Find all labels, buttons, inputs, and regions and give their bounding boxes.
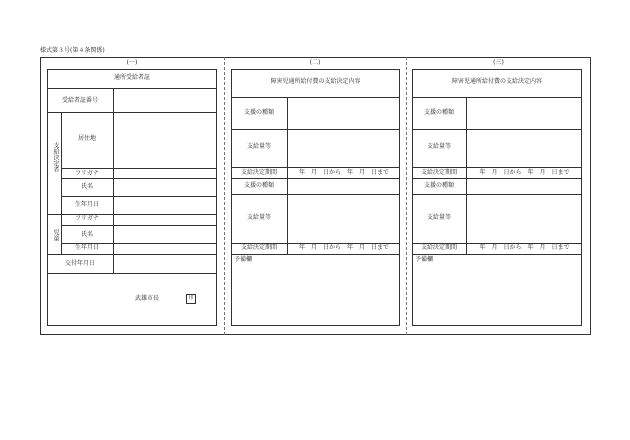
panel-2-amount-1: 支給量等 xyxy=(246,143,271,150)
child-name-field[interactable] xyxy=(114,226,216,242)
panel-1-number: (一) xyxy=(126,59,138,66)
address-label: 居住地 xyxy=(77,135,96,142)
panel-separator-1 xyxy=(224,57,225,335)
panel-3-support-type-1: 支援の種類 xyxy=(423,109,454,116)
child-group-label: 児童 xyxy=(52,229,59,241)
panel-2-amount-1-field[interactable] xyxy=(288,130,399,166)
panel-3-remarks-field[interactable] xyxy=(413,264,581,325)
panel-3-amount-2-field[interactable] xyxy=(467,195,581,242)
panel-3-period-value-2[interactable]: 年 月 日から 年 月 日まで xyxy=(479,244,570,251)
child-name-label: 氏名 xyxy=(80,231,93,238)
rule xyxy=(61,112,62,214)
panel-2-period-value-1[interactable]: 年 月 日から 年 月 日まで xyxy=(298,169,389,176)
panel-3-amount-1: 支給量等 xyxy=(426,143,451,150)
panel-3-remarks-label: 予備欄 xyxy=(415,256,434,263)
panel-3-support-type-1-field[interactable] xyxy=(467,98,581,128)
panel-3-support-type-2: 支援の種類 xyxy=(423,182,454,189)
rule xyxy=(412,167,582,168)
issue-date-label: 交付年月日 xyxy=(64,260,95,267)
panel-2-number: (二) xyxy=(309,59,321,66)
panel-3-amount-1-field[interactable] xyxy=(467,130,581,166)
rule xyxy=(47,273,217,274)
panel-2-amount-2: 支給量等 xyxy=(246,214,271,221)
rule xyxy=(412,254,582,255)
panel-2-period-value-2[interactable]: 年 月 日から 年 月 日まで xyxy=(298,244,389,251)
panel-3-period-label-1: 支給決定期間 xyxy=(420,169,457,176)
panel-3-amount-2: 支給量等 xyxy=(426,214,451,221)
child-furigana-field[interactable] xyxy=(114,215,216,224)
panel-1-heading: 通所受給者証 xyxy=(113,74,150,81)
panel-3-period-label-2: 支給決定期間 xyxy=(420,244,457,251)
issue-date-field[interactable] xyxy=(114,255,216,272)
panel-3-period-value-1[interactable]: 年 月 日から 年 月 日まで xyxy=(479,169,570,176)
form-title: 様式第３号(第４条関係) xyxy=(40,47,105,54)
panel-2-amount-2-field[interactable] xyxy=(288,195,399,242)
panel-3-number: (三) xyxy=(493,59,504,66)
recipient-number-label: 受給者証番号 xyxy=(61,97,98,104)
panel-2-support-type-2: 支援の種類 xyxy=(243,182,274,189)
panel-2-remarks-label: 予備欄 xyxy=(234,256,253,263)
furigana-label: フリガナ xyxy=(75,170,99,177)
panel-2-support-type-1-field[interactable] xyxy=(288,98,399,128)
panel-2-period-label-1: 支給決定期間 xyxy=(240,169,277,176)
recipient-number-field[interactable] xyxy=(114,89,216,111)
panel-separator-2 xyxy=(406,57,407,335)
panel-2-remarks-field[interactable] xyxy=(232,264,399,325)
child-dob-field[interactable] xyxy=(114,244,216,253)
address-field[interactable] xyxy=(114,113,216,167)
name-field[interactable] xyxy=(114,179,216,195)
rule xyxy=(231,254,400,255)
dob-field[interactable] xyxy=(114,197,216,213)
panel-2-support-type-2-field[interactable] xyxy=(288,179,399,193)
seal-mark: 印 xyxy=(186,294,196,304)
mayor-label: 武雄市長 xyxy=(135,295,160,302)
panel-2-period-label-2: 支給決定期間 xyxy=(240,244,277,251)
panel-3-support-type-2-field[interactable] xyxy=(467,179,581,193)
panel-2-heading: 障害児通所給付費の支給決定内容 xyxy=(270,78,361,85)
child-furigana-label: フリガナ xyxy=(75,215,99,222)
child-dob-label: 生年月日 xyxy=(74,244,99,251)
dob-label: 生年月日 xyxy=(74,201,99,208)
furigana-field[interactable] xyxy=(114,169,216,178)
panel-2-support-type-1: 支援の種類 xyxy=(243,109,274,116)
panel-3-heading: 障害児通所給付費の支給決定内容 xyxy=(451,78,542,85)
rule xyxy=(231,167,400,168)
name-label: 氏名 xyxy=(80,183,93,190)
decision-group-label: 支給決定者 xyxy=(52,142,59,172)
